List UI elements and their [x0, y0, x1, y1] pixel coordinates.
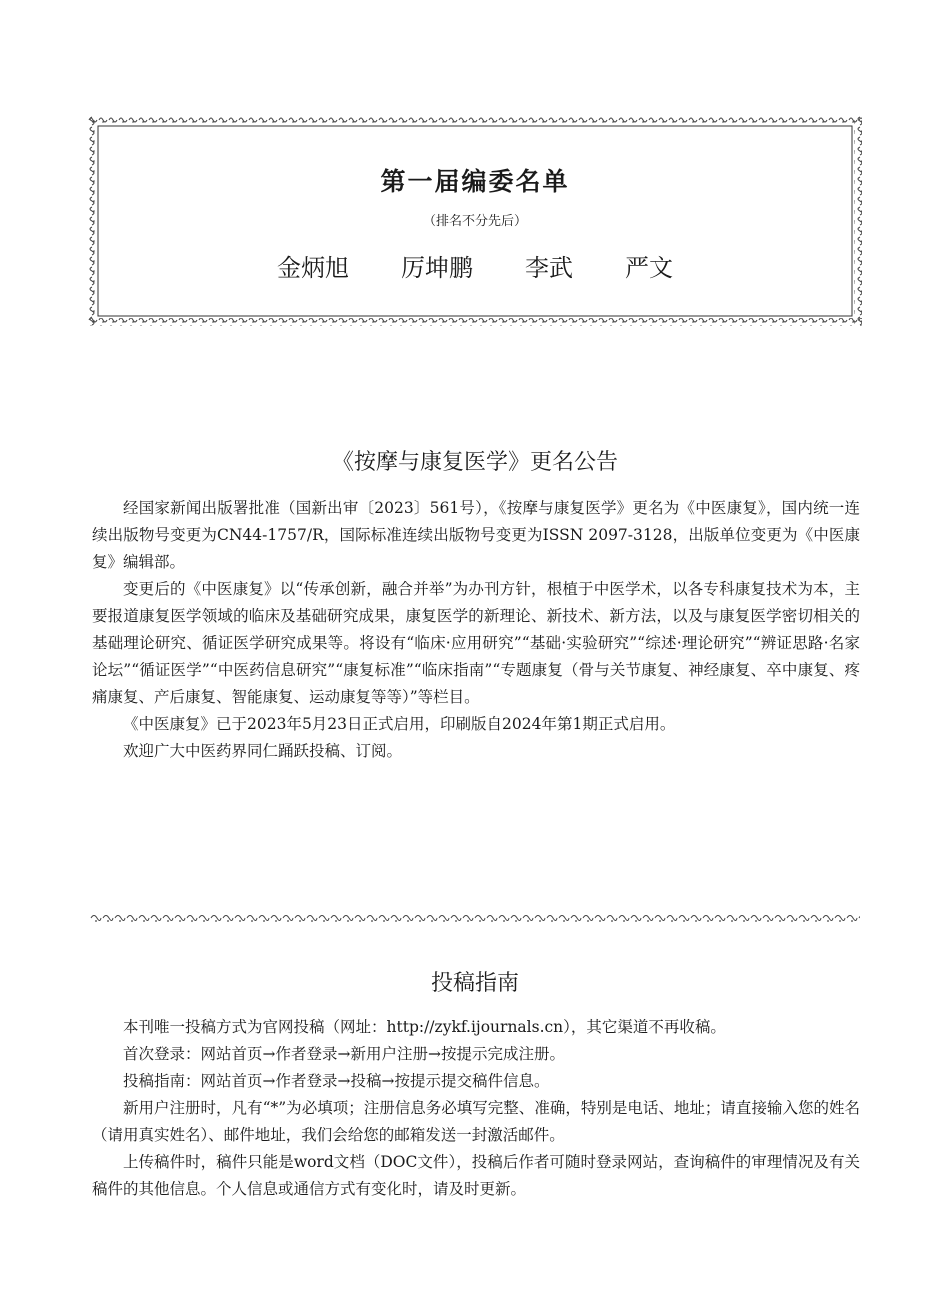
guide-paragraph: 本刊唯一投稿方式为官网投稿（网址：http://zykf.ijournals.cn），其它渠道不再收稿。	[123, 1018, 726, 1036]
board-note: （排名不分先后）	[422, 214, 527, 229]
guide-paragraph: 首次登录：网站首页→作者登录→新用户注册→按提示完成注册。	[123, 1045, 565, 1063]
notice-title: 《按摩与康复医学》更名公告	[331, 450, 618, 475]
board-member: 金炳旭	[277, 254, 349, 282]
notice-paragraph: 欢迎广大中医药界同仁踊跃投稿、订阅。	[123, 742, 403, 760]
notice-paragraph: 变更后的《中医康复》以“传承创新，融合并举”为办刊方针，根植于中医学术，以各专科康复技术为本，主要报道康复医学领域的临床及基础研究成果，康复医学的新理论、新技术、新方法，以及与康复医学密切相关的基础理论研究、循证医学研究成果等。将设有“临床·应用研究”“基础·实验研究”“综述·理论研究”“辨证思路·名家论坛”“循证医学”“中医药信息研究”“康复标准”“临床指南”“专题康复（骨与关节康复、神经康复、卒中康复、疼痛康复、产后康复、智能康复、运动康复等等）”等栏目。	[92, 580, 860, 706]
guide-title: 投稿指南	[430, 971, 519, 996]
notice-body	[92, 495, 860, 765]
board-title: 第一届编委名单	[380, 167, 570, 196]
guide-paragraph: 上传稿件时，稿件只能是word文档（DOC文件），投稿后作者可随时登录网站，查询稿件的审理情况及有关稿件的其他信息。个人信息或通信方式有变化时，请及时更新。	[92, 1153, 860, 1198]
board-member: 李武	[525, 254, 573, 282]
notice-paragraph: 经国家新闻出版署批准（国新出审〔2023〕561号），《按摩与康复医学》更名为《中医康复》，国内统一连续出版物号变更为CN44-1757/R，国际标准连续出版物号变更为ISSN 2097-3128，出版单位变更为《中医康复》编辑部。	[92, 499, 860, 571]
ornamental-divider	[90, 911, 860, 925]
guide-paragraph: 投稿指南：网站首页→作者登录→投稿→按提示提交稿件信息。	[123, 1072, 550, 1090]
editorial-board-box	[88, 116, 862, 326]
guide-paragraph: 新用户注册时，凡有“*”为必填项；注册信息务必填写完整、准确，特别是电话、地址；请直接输入您的姓名（请用真实姓名）、邮件地址，我们会给您的邮箱发送一封激活邮件。	[92, 1099, 860, 1144]
board-member-list	[88, 248, 862, 283]
notice-paragraph: 《中医康复》已于2023年5月23日正式启用，印刷版自2024年第1期正式启用。	[123, 715, 676, 733]
board-member: 严文	[625, 254, 673, 282]
guide-body	[92, 1014, 860, 1203]
board-member: 厉坤鹏	[401, 254, 473, 282]
